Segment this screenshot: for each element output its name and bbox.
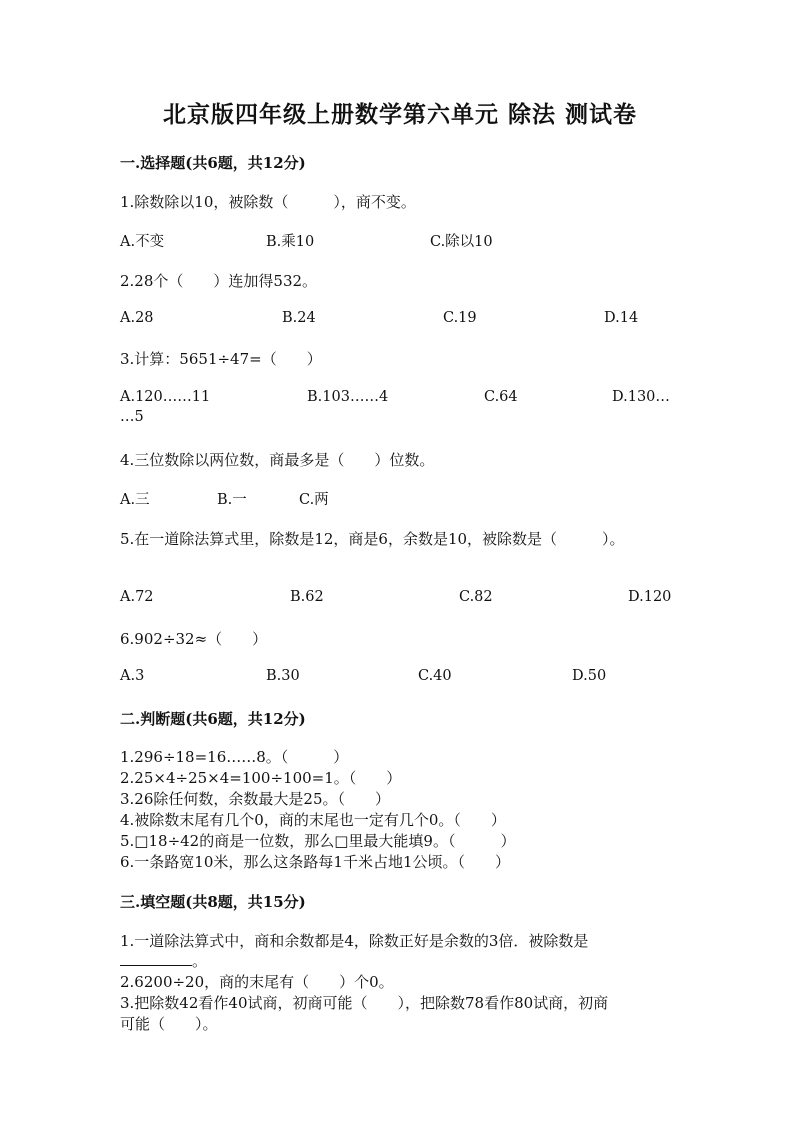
- q6-option-c: C.40: [418, 668, 452, 684]
- q5-option-b: B.62: [290, 589, 324, 605]
- section-heading-fill-blank: 三.填空题(共8题，共15分): [120, 893, 306, 911]
- q1-option-c: C.除以10: [430, 234, 493, 250]
- q3-option-d-line1: D.130…: [612, 389, 670, 405]
- q5-option-c: C.82: [459, 589, 493, 605]
- answer-blank[interactable]: [120, 951, 192, 966]
- q4-option-b: B.一: [217, 492, 247, 508]
- question-1: 1.除数除以10，被除数（ ），商不变。: [120, 193, 416, 211]
- q3-option-b: B.103……4: [307, 389, 389, 405]
- q2-option-b: B.24: [282, 310, 316, 326]
- judgement-item-3: 3.26除任何数，余数最大是25。（ ）: [120, 790, 390, 808]
- judgement-item-6: 6.一条路宽10米，那么这条路每1千米占地1公顷。（ ）: [120, 853, 510, 871]
- section-heading-judgement: 二.判断题(共6题，共12分): [120, 710, 306, 728]
- q4-option-a: A.三: [120, 492, 150, 508]
- fill-item-1-suffix: 。: [192, 952, 208, 970]
- q3-option-a: A.120……11: [120, 389, 211, 405]
- q1-option-a: A.不变: [120, 234, 165, 250]
- q6-option-a: A.3: [120, 668, 145, 684]
- q2-option-d: D.14: [604, 310, 639, 326]
- q4-option-c: C.两: [299, 492, 329, 508]
- q3-option-c: C.64: [484, 389, 518, 405]
- fill-item-3-line1: 3.把除数42看作40试商，初商可能（ ），把除数78看作80试商，初商: [120, 994, 609, 1012]
- question-5: 5.在一道除法算式里，除数是12，商是6，余数是10，被除数是（ ）。: [120, 530, 625, 548]
- q2-option-a: A.28: [120, 310, 154, 326]
- question-2: 2.28个（ ）连加得532。: [120, 272, 318, 290]
- question-3: 3.计算：5651÷47=（ ）: [120, 350, 322, 368]
- fill-item-3-line2: 可能（ ）。: [120, 1015, 218, 1033]
- q2-option-c: C.19: [443, 310, 477, 326]
- question-6: 6.902÷32≈（ ）: [120, 630, 268, 648]
- fill-item-1-line2: [120, 950, 207, 971]
- q3-option-d-line2: …5: [120, 409, 144, 425]
- q1-option-b: B.乘10: [266, 234, 315, 250]
- page-title: 北京版四年级上册数学第六单元 除法 测试卷: [162, 101, 637, 128]
- question-4: 4.三位数除以两位数，商最多是（ ）位数。: [120, 451, 435, 469]
- fill-item-2: 2.6200÷20，商的末尾有（ ）个0。: [120, 973, 394, 991]
- q5-option-a: A.72: [120, 589, 154, 605]
- judgement-item-4: 4.被除数末尾有几个0，商的末尾也一定有几个0。（ ）: [120, 811, 506, 829]
- judgement-item-2: 2.25×4÷25×4=100÷100=1。（ ）: [120, 769, 402, 787]
- q6-option-d: D.50: [572, 668, 607, 684]
- fill-item-1-line1: 1.一道除法算式中，商和余数都是4，除数正好是余数的3倍．被除数是: [120, 932, 589, 950]
- q5-option-d: D.120: [628, 589, 672, 605]
- judgement-item-1: 1.296÷18=16……8。（ ）: [120, 748, 349, 766]
- section-heading-choice: 一.选择题(共6题，共12分): [120, 154, 306, 172]
- judgement-item-5: 5.□18÷42的商是一位数，那么□里最大能填9。（ ）: [120, 832, 516, 850]
- q6-option-b: B.30: [266, 668, 300, 684]
